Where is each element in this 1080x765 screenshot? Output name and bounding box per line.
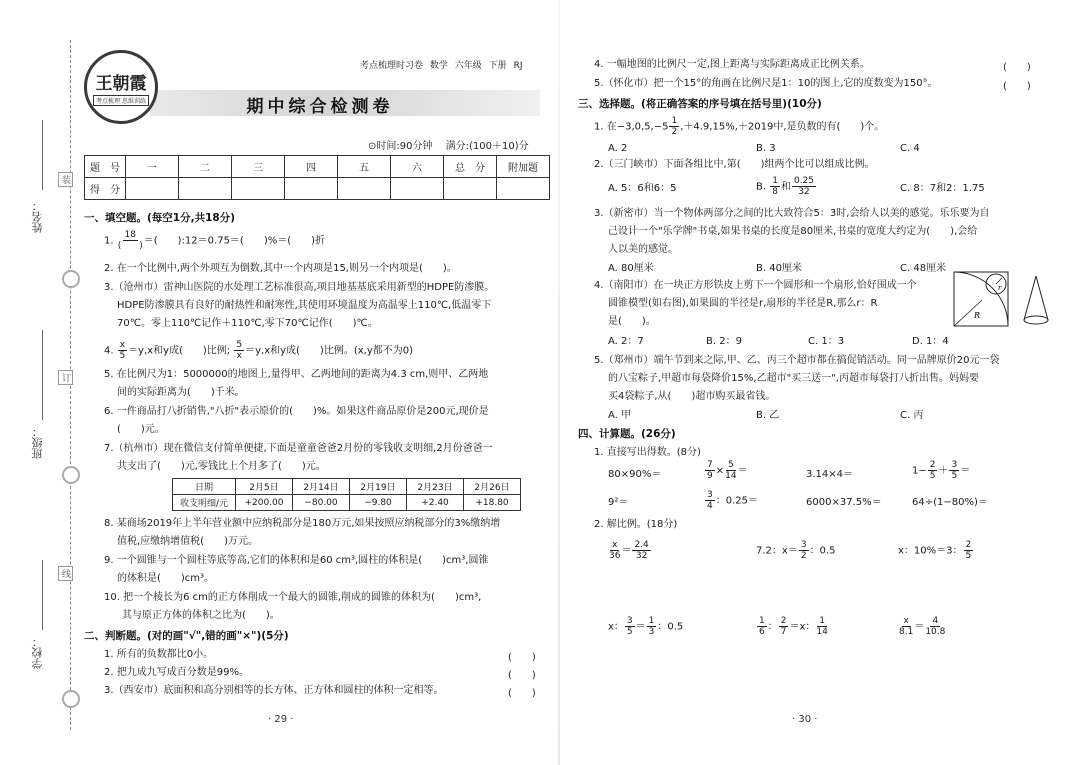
operator: ：0.25＝ xyxy=(715,495,758,507)
school-label: 学校： xyxy=(31,636,44,669)
score-header-cell: 三 xyxy=(232,156,285,178)
fraction-numerator: 2 xyxy=(780,616,787,626)
calc-item: 3.14×4＝ xyxy=(806,469,854,480)
question-1-5-cont: 间的实际距离为( )千米。 xyxy=(117,387,245,398)
score-header-cell: 总 分 xyxy=(444,156,497,178)
question-1-3-cont: 70℃。零上110℃记作＋110℃,零下70℃记作( )℃。 xyxy=(117,318,378,329)
fraction-numerator: 3 xyxy=(951,460,958,470)
school-blank-line[interactable] xyxy=(42,560,43,630)
proportion-item xyxy=(898,616,946,637)
fraction-denominator: ( ) xyxy=(117,241,143,251)
judge-item: 4. 一幅地图的比例尺一定,图上距离与实际距离成正比例关系。 xyxy=(594,59,870,70)
fraction-denominator: x xyxy=(236,351,242,361)
fraction xyxy=(234,340,244,361)
proportion-item xyxy=(608,540,652,561)
question-1-3-cont: HDPE防渗膜具有良好的耐热性和耐寒性,其使用环境温度为高温零上110℃,低温零下 xyxy=(117,300,492,311)
fraction xyxy=(816,616,827,637)
choice-option[interactable]: B. 2：9 xyxy=(706,336,742,347)
series-info xyxy=(360,58,522,71)
fraction xyxy=(792,176,816,197)
score-value-row xyxy=(85,178,550,200)
choice-option[interactable]: D. 1：4 xyxy=(912,336,949,347)
score-cell[interactable] xyxy=(497,178,550,200)
subsection-mental-math: 1. 直接写出得数。(8分) xyxy=(594,447,701,458)
choice-question-5-cont: 的八宝粽子,甲超市每袋降价15%,乙超市"买三送一",丙超市每袋打八折出售。妈妈要 xyxy=(608,373,979,384)
operator: ＝ xyxy=(737,465,748,477)
binding-hole xyxy=(62,690,80,708)
money-value: −9.80 xyxy=(350,495,407,511)
judge-item: 2. 把九成九写成百分数是99%。 xyxy=(104,667,249,678)
fraction-numerator: 2.4 xyxy=(634,540,649,550)
fraction-numerator: 1 xyxy=(759,616,765,626)
cut-mark: 订 xyxy=(58,370,73,385)
money-header-row xyxy=(173,479,521,495)
fraction-denominator: 8.1 xyxy=(899,627,914,637)
full-marks: 满分:(100＋10)分 xyxy=(445,141,529,152)
section-fill-in: 一、填空题。(每空1分,共18分) xyxy=(84,212,236,224)
choice-question-3-cont: 己设计一个"乐学牌"书桌,如果书桌的长度是80厘米,书桌的宽度大约定为( ),会给 xyxy=(608,226,978,237)
fraction xyxy=(770,176,780,197)
money-header-cell: 2月19日 xyxy=(350,479,407,495)
section-calculation: 四、计算题。(26分) xyxy=(578,428,676,440)
binding-line xyxy=(70,40,71,730)
question-text: ,＋4.9,15%,＋2019中,是负数的有( )个。 xyxy=(680,121,885,133)
cone-base xyxy=(1024,316,1048,324)
choice-option[interactable]: B. 3 xyxy=(756,143,776,154)
question-text: ＝( ):12＝0.75＝( )%＝( )折 xyxy=(143,235,326,247)
choice-option[interactable]: B. 乙 xyxy=(756,410,780,421)
section-multiple-choice: 三、选择题。(将正确答案的序号填在括号里)(10分) xyxy=(578,98,822,110)
fraction-numerator: 3 xyxy=(707,490,713,500)
fraction-numerator: 0.25 xyxy=(793,176,815,186)
brand-logo xyxy=(84,50,158,124)
page-fold xyxy=(558,0,560,765)
fraction xyxy=(632,540,650,561)
calc-item xyxy=(704,460,748,481)
proportion-item xyxy=(756,616,829,637)
fraction xyxy=(647,616,657,637)
choice-question-4: 4.（南阳市）在一块正方形铁皮上剪下一个圆形和一个扇形,恰好围成一个 xyxy=(594,280,917,291)
fraction xyxy=(964,540,974,561)
choice-question-4-cont: 是( )。 xyxy=(608,316,656,327)
fraction-numerator: x xyxy=(903,616,909,626)
fraction-denominator: 2 xyxy=(671,127,678,137)
choice-question-4-cont: 圆锥模型(如右图),如果圆的半径是r,扇形的半径是R,那么r：R xyxy=(608,298,878,309)
money-header-cell: 2月14日 xyxy=(293,479,350,495)
score-header-cell: 五 xyxy=(338,156,391,178)
choice-option[interactable]: C. 4 xyxy=(900,143,920,154)
cut-mark: 线 xyxy=(58,566,73,581)
fraction-numerator: 7 xyxy=(707,460,713,470)
operator: ＋ xyxy=(938,465,949,477)
fraction-numerator: 2 xyxy=(965,540,972,550)
score-cell[interactable] xyxy=(444,178,497,200)
fraction xyxy=(925,616,945,637)
choice-option[interactable] xyxy=(756,176,817,197)
edition: RJ xyxy=(513,61,523,71)
proportion-item xyxy=(608,616,683,637)
operator: ：0.5 xyxy=(809,545,836,557)
question-1-8-cont: 值税,应缴纳增值税( )万元。 xyxy=(117,536,258,547)
proportion-item xyxy=(756,540,835,561)
label-r: r xyxy=(998,284,1002,292)
operator: x： xyxy=(608,621,624,633)
term: 下册 xyxy=(488,61,507,71)
answer-blank[interactable]: ( ) xyxy=(508,688,536,699)
fraction xyxy=(899,616,913,637)
money-table xyxy=(172,478,521,511)
series-name: 考点梳理时习卷 xyxy=(360,61,424,71)
subject: 数学 xyxy=(429,61,448,71)
fraction-denominator: 14 xyxy=(725,471,737,481)
class-label: 班级： xyxy=(31,426,44,459)
money-header-cell: 2月23日 xyxy=(407,479,464,495)
operator: × xyxy=(715,465,725,477)
fraction-numerator: 2 xyxy=(929,460,936,470)
fraction-denominator: 9 xyxy=(707,471,713,481)
fraction-denominator: 5 xyxy=(951,471,958,481)
money-header-cell: 日期 xyxy=(173,479,236,495)
answer-blank[interactable]: ( ) xyxy=(1003,81,1031,92)
score-header-cell: 题 号 xyxy=(85,156,126,178)
operator: ： xyxy=(767,621,778,633)
choice-option[interactable]: A. 80厘米 xyxy=(608,263,654,274)
page-number-left: · 29 · xyxy=(268,714,294,725)
answer-blank[interactable]: ( ) xyxy=(1003,62,1031,73)
fraction-denominator: 6 xyxy=(759,627,765,637)
score-cell[interactable] xyxy=(179,178,232,200)
money-value-row xyxy=(173,495,521,511)
answer-blank[interactable]: ( ) xyxy=(508,670,536,681)
fraction-numerator: 5 xyxy=(727,460,734,470)
question-1-8: 8. 某商场2019年上半年营业额中应纳税部分是180万元,如果按照应纳税部分的3%缴纳增 xyxy=(104,518,501,529)
calc-item: 6000×37.5%＝ xyxy=(806,497,882,508)
page-number-right: · 30 · xyxy=(792,714,818,725)
grade: 六年级 xyxy=(454,61,482,71)
fraction-denominator: 5 xyxy=(119,351,126,361)
fraction-numerator: 1 xyxy=(819,616,825,626)
time-limit: ⊙时间:90分钟 xyxy=(368,141,433,152)
subsection-solve-proportion: 2. 解比例。(18分) xyxy=(594,519,678,530)
fraction-denominator: 2 xyxy=(800,551,807,561)
choice-question-3: 3.（新密市）当一个物体两部分之间的比大致符合5：3时,会给人以美的感觉。乐乐要为自 xyxy=(594,208,990,219)
answer-blank[interactable]: ( ) xyxy=(508,652,536,663)
fraction xyxy=(705,460,715,481)
question-1-1 xyxy=(104,230,325,251)
fraction xyxy=(949,460,959,481)
binding-hole xyxy=(62,270,80,288)
question-1-5: 5. 在比例尺为1：5000000的地图上,量得甲、乙两地间的距离为4.3 cm,则甲、乙两地 xyxy=(104,369,489,380)
fraction xyxy=(725,460,736,481)
score-table xyxy=(84,155,550,200)
fraction-denominator: 5 xyxy=(626,627,633,637)
fraction xyxy=(609,540,620,561)
name-label: 姓名： xyxy=(31,200,44,233)
exam-meta xyxy=(368,137,529,152)
choice-question-1 xyxy=(594,116,884,137)
fraction-denominator: 5 xyxy=(965,551,972,561)
fraction xyxy=(118,340,127,361)
calc-item: 9²＝ xyxy=(608,497,629,508)
choice-option[interactable]: A. 2：7 xyxy=(608,336,644,347)
section-true-false: 二、判断题。(对的画"√",错的画"×")(5分) xyxy=(84,630,289,642)
fraction-denominator: 7 xyxy=(780,627,787,637)
fraction xyxy=(757,616,767,637)
question-text: ＝y,x和y成( )比例; xyxy=(128,345,231,357)
money-row-label: 收支明细/元 xyxy=(173,495,236,511)
fraction-numerator: 3 xyxy=(626,616,633,626)
operator: ＝ xyxy=(635,621,646,633)
proportion-item xyxy=(898,540,974,561)
question-1-4 xyxy=(104,340,413,361)
judge-item: 1. 所有的负数都比0小。 xyxy=(104,649,214,660)
fraction xyxy=(705,490,715,511)
calc-item: 64÷(1−80%)＝ xyxy=(912,497,988,508)
question-1-9: 9. 一个圆锥与一个圆柱等底等高,它们的体积和是60 cm³,圆柱的体积是( )cm³,圆锥 xyxy=(104,555,489,566)
score-row-label: 得 分 xyxy=(85,178,126,200)
money-header-cell: 2月26日 xyxy=(464,479,521,495)
judge-item: 5.（怀化市）把一个15°的角画在比例尺是1：10的图上,它的度数变为150°。 xyxy=(594,78,938,89)
score-header-cell: 六 xyxy=(391,156,444,178)
operator: ＝ xyxy=(914,621,925,633)
choice-option[interactable]: C. 48厘米 xyxy=(900,263,947,274)
choice-question-2: 2.（三门峡市）下面各组比中,第( )组两个比可以组成比例。 xyxy=(594,159,875,170)
operator: ＝ xyxy=(621,545,632,557)
fraction-numerator: 1 xyxy=(772,176,778,186)
operator: 1− xyxy=(912,465,927,477)
money-value: +2.40 xyxy=(407,495,464,511)
question-1-9-cont: 的体积是( )cm³。 xyxy=(117,573,215,584)
question-1-10: 10. 把一个棱长为6 cm的正方体削成一个最大的圆锥,削成的圆锥的体积为( )cm³, xyxy=(104,592,482,603)
question-1-6-cont: ( )元。 xyxy=(117,424,165,435)
operator: ＝ xyxy=(960,465,971,477)
score-header-cell: 二 xyxy=(179,156,232,178)
question-1-3: 3.（沧州市）雷神山医院的水处理工艺标准很高,项目地基基底采用新型的HDPE防渗膜。 xyxy=(104,282,495,293)
score-header-row xyxy=(85,156,550,178)
operator: 7.2：x＝ xyxy=(756,545,798,557)
fraction-denominator: 10.8 xyxy=(925,627,946,637)
question-1-7: 7.（杭州市）现在微信支付简单便捷,下面是童童爸爸2月份的零钱收支明细,2月份爸爸一 xyxy=(104,443,493,454)
choice-question-5-cont: 买4袋粽子,从( )超市购买最省钱。 xyxy=(608,391,776,402)
score-cell[interactable] xyxy=(126,178,179,200)
fraction-denominator: 4 xyxy=(707,501,713,511)
fraction xyxy=(625,616,635,637)
question-text: 1. 在−3,0,5,−5 xyxy=(594,121,669,133)
choice-option[interactable]: A. 甲 xyxy=(608,410,632,421)
logo-text: 王朝霞 xyxy=(95,73,147,94)
score-cell[interactable] xyxy=(232,178,285,200)
fraction-numerator: 4 xyxy=(932,616,939,626)
score-cell[interactable] xyxy=(391,178,444,200)
calc-item xyxy=(704,490,758,511)
fraction-denominator: 3 xyxy=(648,627,655,637)
fraction-numerator: x xyxy=(612,540,618,550)
fraction xyxy=(118,230,143,251)
choice-question-3-cont: 人以美的感觉。 xyxy=(608,244,678,255)
money-table-wrap xyxy=(114,474,521,511)
option-label: B. xyxy=(756,181,767,193)
fraction-denominator: 32 xyxy=(798,187,810,197)
question-1-6: 6. 一件商品打八折销售,"八折"表示原价的( )%。如果这件商品原价是200元,现价是 xyxy=(104,406,489,417)
cone-sides xyxy=(1024,276,1048,320)
money-value: +200.00 xyxy=(236,495,293,511)
choice-option[interactable]: C. 1：3 xyxy=(808,336,845,347)
money-value: −80.00 xyxy=(293,495,350,511)
fraction-denominator: 5 xyxy=(929,471,936,481)
question-number: 1. xyxy=(104,235,114,247)
operator: ＝x： xyxy=(789,621,816,633)
cut-mark: 装 xyxy=(58,172,73,187)
money-value: +18.80 xyxy=(464,495,521,511)
fraction xyxy=(799,540,809,561)
fraction xyxy=(779,616,789,637)
logo-subtitle: 考点梳理 思维训练 xyxy=(93,95,149,106)
score-header-cell: 一 xyxy=(126,156,179,178)
calc-item: 80×90%＝ xyxy=(608,469,662,480)
choice-question-5: 5.（郑州市）端午节到来之际,甲、乙、丙三个超市都在搞促销活动。同一品牌原价20元一袋 xyxy=(594,355,1000,366)
binding-hole xyxy=(62,466,80,484)
cone-net-figure xyxy=(952,270,1056,330)
judge-item: 3.（西安市）底面积和高分别相等的长方体、正方体和圆柱的体积一定相等。 xyxy=(104,685,444,696)
fraction-numerator: x xyxy=(119,340,126,350)
class-blank-line[interactable] xyxy=(42,330,43,420)
question-1-10-cont: 其与原正方体的体积之比为( )。 xyxy=(122,610,280,621)
money-header-cell: 2月5日 xyxy=(236,479,293,495)
score-cell[interactable] xyxy=(285,178,338,200)
name-blank-line[interactable] xyxy=(42,120,43,190)
calc-item xyxy=(912,460,970,481)
fraction xyxy=(928,460,938,481)
fraction-denominator: 36 xyxy=(609,551,621,561)
fraction-numerator: 1 xyxy=(671,116,678,126)
fraction-denominator: 14 xyxy=(816,627,828,637)
score-header-cell: 附加题 xyxy=(497,156,550,178)
fraction xyxy=(669,116,679,137)
fraction-numerator: 18 xyxy=(124,230,136,240)
choice-option[interactable]: C. 8：7和2：1.75 xyxy=(900,183,985,194)
choice-option[interactable]: A. 5：6和6：5 xyxy=(608,183,677,194)
choice-option[interactable]: C. 丙 xyxy=(900,410,924,421)
label-R: R xyxy=(974,311,981,320)
question-text: ＝y,x和y成( )比例。(x,y都不为0) xyxy=(245,345,414,357)
fraction-numerator: 5 xyxy=(236,340,243,350)
score-header-cell: 四 xyxy=(285,156,338,178)
page-title: 期中综合检测卷 xyxy=(246,97,394,117)
fraction-numerator: 3 xyxy=(800,540,807,550)
operator: ：0.5 xyxy=(657,621,684,633)
choice-option[interactable]: B. 40厘米 xyxy=(756,263,802,274)
score-cell[interactable] xyxy=(338,178,391,200)
question-number: 4. xyxy=(104,345,114,357)
choice-option[interactable]: A. 2 xyxy=(608,143,628,154)
question-1-2: 2. 在一个比例中,两个外项互为倒数,其中一个内项是15,则另一个内项是( )。 xyxy=(104,263,457,274)
fraction-numerator: 1 xyxy=(648,616,655,626)
option-text: 和 xyxy=(780,181,791,193)
operator: x：10%＝3： xyxy=(898,545,963,557)
fraction-denominator: 8 xyxy=(772,187,778,197)
fraction-denominator: 32 xyxy=(635,551,648,561)
question-1-7-cont: 共支出了( )元,零钱比上个月多了( )元。 xyxy=(117,461,326,472)
